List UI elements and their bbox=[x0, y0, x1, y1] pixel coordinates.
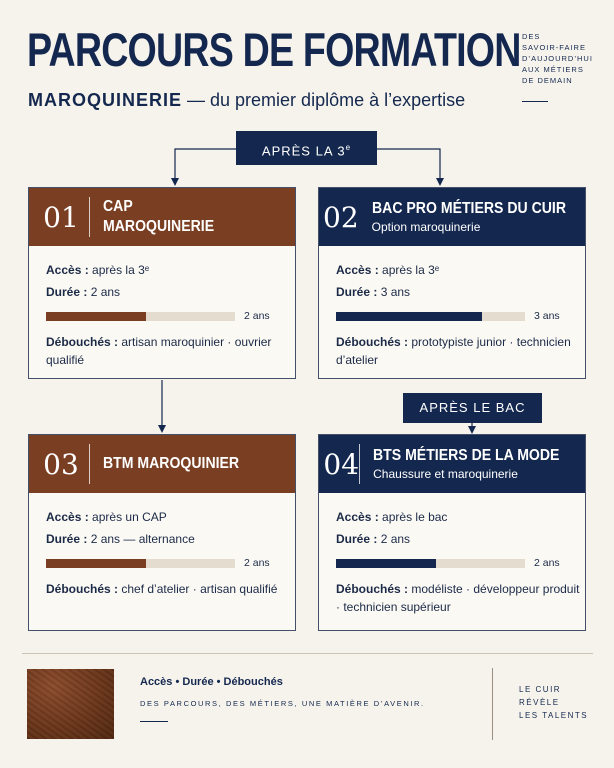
card-body bbox=[29, 493, 295, 598]
duration-bar bbox=[46, 305, 295, 329]
acces-value: après la 3ᵉ bbox=[92, 263, 150, 277]
debouches-label: Débouchés bbox=[46, 582, 111, 596]
duree-value: 2 ans bbox=[380, 532, 411, 546]
duration-bar bbox=[46, 552, 295, 576]
acces-label: Accès bbox=[46, 510, 82, 524]
card-number: 02 bbox=[323, 200, 359, 234]
debouches-colon: : bbox=[400, 582, 412, 596]
formation-card-03 bbox=[28, 434, 296, 631]
card-title: BTS MÉTIERS DE LA MODE bbox=[373, 447, 560, 464]
duree-line bbox=[336, 528, 585, 550]
acces-line bbox=[46, 506, 295, 528]
duration-bar-label: 2 ans bbox=[244, 310, 270, 322]
footer-motto: LE CUIR RÉVÈLE LES TALENTS bbox=[519, 685, 589, 720]
duree-label: Durée bbox=[46, 285, 81, 299]
duration-bar-track bbox=[46, 312, 235, 321]
card-header-divider bbox=[89, 197, 90, 237]
acces-label: Accès bbox=[46, 263, 82, 277]
card-title: BTM MAROQUINIER bbox=[103, 455, 240, 472]
footer-divider bbox=[22, 653, 593, 654]
page-subtitle bbox=[28, 90, 465, 111]
duree-colon: : bbox=[370, 532, 381, 546]
duree-value: 2 ans — alternance bbox=[90, 532, 195, 546]
leather-swatch-image bbox=[27, 669, 114, 739]
debouches-label: Débouchés bbox=[336, 335, 401, 349]
flow-label-after-3e bbox=[236, 131, 377, 165]
duree-colon: : bbox=[80, 285, 91, 299]
duree-colon: : bbox=[370, 285, 381, 299]
acces-label: Accès bbox=[336, 263, 372, 277]
acces-line bbox=[46, 259, 295, 281]
acces-colon: : bbox=[371, 510, 383, 524]
subtitle-highlight: MAROQUINERIE bbox=[28, 90, 183, 110]
acces-value: après la 3ᵉ bbox=[382, 263, 440, 277]
card-subtitle: Chaussure et maroquinerie bbox=[373, 467, 518, 481]
card-header bbox=[29, 188, 295, 246]
duration-bar bbox=[336, 305, 585, 329]
card-header-divider bbox=[359, 444, 360, 484]
acces-colon: : bbox=[81, 510, 93, 524]
duree-label: Durée bbox=[46, 532, 81, 546]
card-number: 04 bbox=[323, 447, 360, 481]
footer-vertical-divider bbox=[492, 668, 493, 740]
debouches-label: Débouchés bbox=[46, 335, 111, 349]
duree-colon: : bbox=[80, 532, 91, 546]
duree-value: 3 ans bbox=[380, 285, 411, 299]
arrow-to-card-02 bbox=[377, 149, 440, 182]
acces-line bbox=[336, 506, 585, 528]
flow-label-text: APRÈS LA 3 bbox=[261, 143, 346, 159]
formation-card-01 bbox=[28, 187, 296, 379]
flow-label-sup: e bbox=[345, 143, 352, 152]
header-tagline: DES SAVOIR-FAIRE D’AUJOURD’HUI AUX MÉTIERS DE DEMAIN bbox=[522, 32, 593, 85]
card-title: BAC PRO MÉTIERS DU CUIR bbox=[371, 200, 566, 217]
flow-label-after-bac: APRÈS LE BAC bbox=[403, 393, 542, 423]
debouches-value: prototypiste junior · technicien d’atelier bbox=[336, 335, 571, 367]
duration-bar-label: 3 ans bbox=[534, 310, 560, 322]
card-header bbox=[29, 435, 295, 493]
debouches-line bbox=[46, 580, 295, 598]
tagline-rule bbox=[522, 101, 548, 102]
card-title-line2: MAROQUINERIE bbox=[103, 218, 215, 235]
acces-value: après un CAP bbox=[92, 510, 167, 524]
debouches-line bbox=[336, 333, 585, 369]
card-subtitle: Option maroquinerie bbox=[371, 220, 481, 234]
duration-bar-track bbox=[336, 312, 525, 321]
acces-label: Accès bbox=[336, 510, 372, 524]
acces-colon: : bbox=[371, 263, 383, 277]
duration-bar-fill bbox=[336, 559, 436, 568]
footer-subtitle: DES PARCOURS, DES MÉTIERS, UNE MATIÈRE D’AVENIR. bbox=[140, 699, 425, 708]
acces-colon: : bbox=[81, 263, 93, 277]
duree-label: Durée bbox=[336, 285, 371, 299]
card-header bbox=[319, 435, 585, 493]
duration-bar-fill bbox=[46, 559, 146, 568]
card-body bbox=[29, 246, 295, 369]
card-header bbox=[319, 188, 585, 246]
duration-bar-fill bbox=[46, 312, 146, 321]
card-number: 03 bbox=[43, 447, 79, 481]
duration-bar-track bbox=[46, 559, 235, 568]
debouches-value: modéliste · développeur produit · technicien supérieur bbox=[336, 582, 580, 614]
debouches-line bbox=[46, 333, 295, 369]
page-title: PARCOURS DE FORMATION bbox=[27, 23, 521, 76]
card-body bbox=[319, 246, 585, 369]
acces-value: après le bac bbox=[382, 510, 448, 524]
duration-bar-label: 2 ans bbox=[534, 557, 560, 569]
debouches-line bbox=[336, 580, 585, 616]
subtitle-text: — du premier diplôme à l’expertise bbox=[182, 90, 466, 110]
card-header-divider bbox=[89, 444, 90, 484]
debouches-colon: : bbox=[400, 335, 412, 349]
duree-value: 2 ans bbox=[90, 285, 121, 299]
duree-line bbox=[336, 281, 585, 303]
formation-card-04 bbox=[318, 434, 586, 631]
footer-rule bbox=[140, 721, 168, 722]
debouches-colon: : bbox=[110, 582, 122, 596]
formation-card-02 bbox=[318, 187, 586, 379]
footer-title: Accès • Durée • Débouchés bbox=[140, 676, 283, 688]
duree-line bbox=[46, 528, 295, 550]
card-number: 01 bbox=[43, 200, 79, 234]
acces-line bbox=[336, 259, 585, 281]
debouches-colon: : bbox=[110, 335, 122, 349]
duration-bar-label: 2 ans bbox=[244, 557, 270, 569]
duree-line bbox=[46, 281, 295, 303]
duree-label: Durée bbox=[336, 532, 371, 546]
debouches-value: chef d’atelier · artisan qualifié bbox=[121, 582, 278, 596]
duration-bar-fill bbox=[336, 312, 482, 321]
card-body bbox=[319, 493, 585, 616]
arrow-to-card-01 bbox=[175, 149, 236, 182]
duration-bar-track bbox=[336, 559, 525, 568]
debouches-value: artisan maroquinier · ouvrier qualifié bbox=[46, 335, 272, 367]
duration-bar bbox=[336, 552, 585, 576]
card-title: CAP bbox=[103, 198, 133, 215]
debouches-label: Débouchés bbox=[336, 582, 401, 596]
